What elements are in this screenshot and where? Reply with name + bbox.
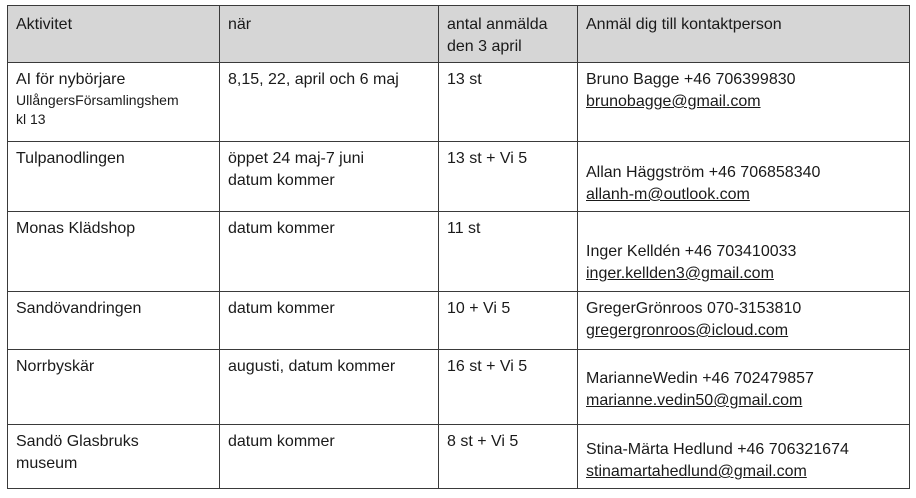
count-cell: 8 st + Vi 5: [439, 425, 578, 489]
contact-name: GregerGrönroos 070-3153810: [586, 300, 802, 317]
contact-cell: [578, 292, 910, 350]
contact-email-link[interactable]: marianne.vedin50@gmail.com: [586, 392, 803, 409]
header-when: när: [220, 6, 439, 63]
when-cell: [220, 142, 439, 212]
when-cell: augusti, datum kommer: [220, 350, 439, 425]
activity-cell: Norrbyskär: [8, 350, 220, 425]
activity-time: kl 13: [16, 111, 46, 127]
activity-cell: [8, 63, 220, 142]
contact-name: Inger Kelldén +46 703410033: [586, 243, 797, 260]
contact-email-link[interactable]: stinamartahedlund@gmail.com: [586, 463, 807, 480]
when-cell: datum kommer: [220, 425, 439, 489]
when-cell: datum kommer: [220, 212, 439, 292]
count-cell: 10 + Vi 5: [439, 292, 578, 350]
when-text: öppet 24 maj-7 juni: [228, 150, 365, 167]
table-row: [8, 142, 910, 212]
contact-name: Stina-Märta Hedlund +46 706321674: [586, 441, 849, 458]
table-row: [8, 350, 910, 425]
activities-table: [7, 5, 910, 489]
contact-cell: [578, 212, 910, 292]
contact-name: Allan Häggström +46 706858340: [586, 164, 821, 181]
activity-cell: Sandövandringen: [8, 292, 220, 350]
activity-cell: [8, 425, 220, 489]
count-cell: 11 st: [439, 212, 578, 292]
when-cell: [220, 63, 439, 142]
when-text: 8,15, 22, april och 6 maj: [228, 71, 399, 88]
contact-name: MarianneWedin +46 702479857: [586, 370, 814, 387]
contact-email-link[interactable]: inger.kellden3@gmail.com: [586, 265, 774, 282]
header-activity: Aktivitet: [8, 6, 220, 63]
contact-email-link[interactable]: allanh-m@outlook.com: [586, 186, 750, 203]
contact-cell: [578, 350, 910, 425]
activity-name: AI för nybörjare: [16, 71, 126, 88]
table-row: [8, 63, 910, 142]
when-text-line2: datum kommer: [228, 172, 335, 189]
when-cell: datum kommer: [220, 292, 439, 350]
activity-cell: Tulpanodlingen: [8, 142, 220, 212]
header-contact: Anmäl dig till kontaktperson: [578, 6, 910, 63]
contact-email-link[interactable]: brunobagge@gmail.com: [586, 93, 761, 110]
header-count-line2: den 3 april: [447, 38, 522, 55]
activity-location: UllångersFörsamlingshem: [16, 92, 179, 108]
table-row: [8, 425, 910, 489]
count-cell: 13 st: [439, 63, 578, 142]
contact-cell: [578, 142, 910, 212]
header-count-line1: antal anmälda: [447, 16, 548, 33]
header-count: [439, 6, 578, 63]
activity-cell: Monas Klädshop: [8, 212, 220, 292]
count-cell: 13 st + Vi 5: [439, 142, 578, 212]
contact-cell: [578, 425, 910, 489]
contact-name: Bruno Bagge +46 706399830: [586, 71, 796, 88]
count-cell: 16 st + Vi 5: [439, 350, 578, 425]
activity-name: Sandö Glasbruks: [16, 433, 139, 450]
table-row: [8, 212, 910, 292]
contact-email-link[interactable]: gregergronroos@icloud.com: [586, 322, 789, 339]
activity-name-line2: museum: [16, 455, 78, 472]
header-row: [8, 6, 910, 63]
table-row: [8, 292, 910, 350]
contact-cell: [578, 63, 910, 142]
